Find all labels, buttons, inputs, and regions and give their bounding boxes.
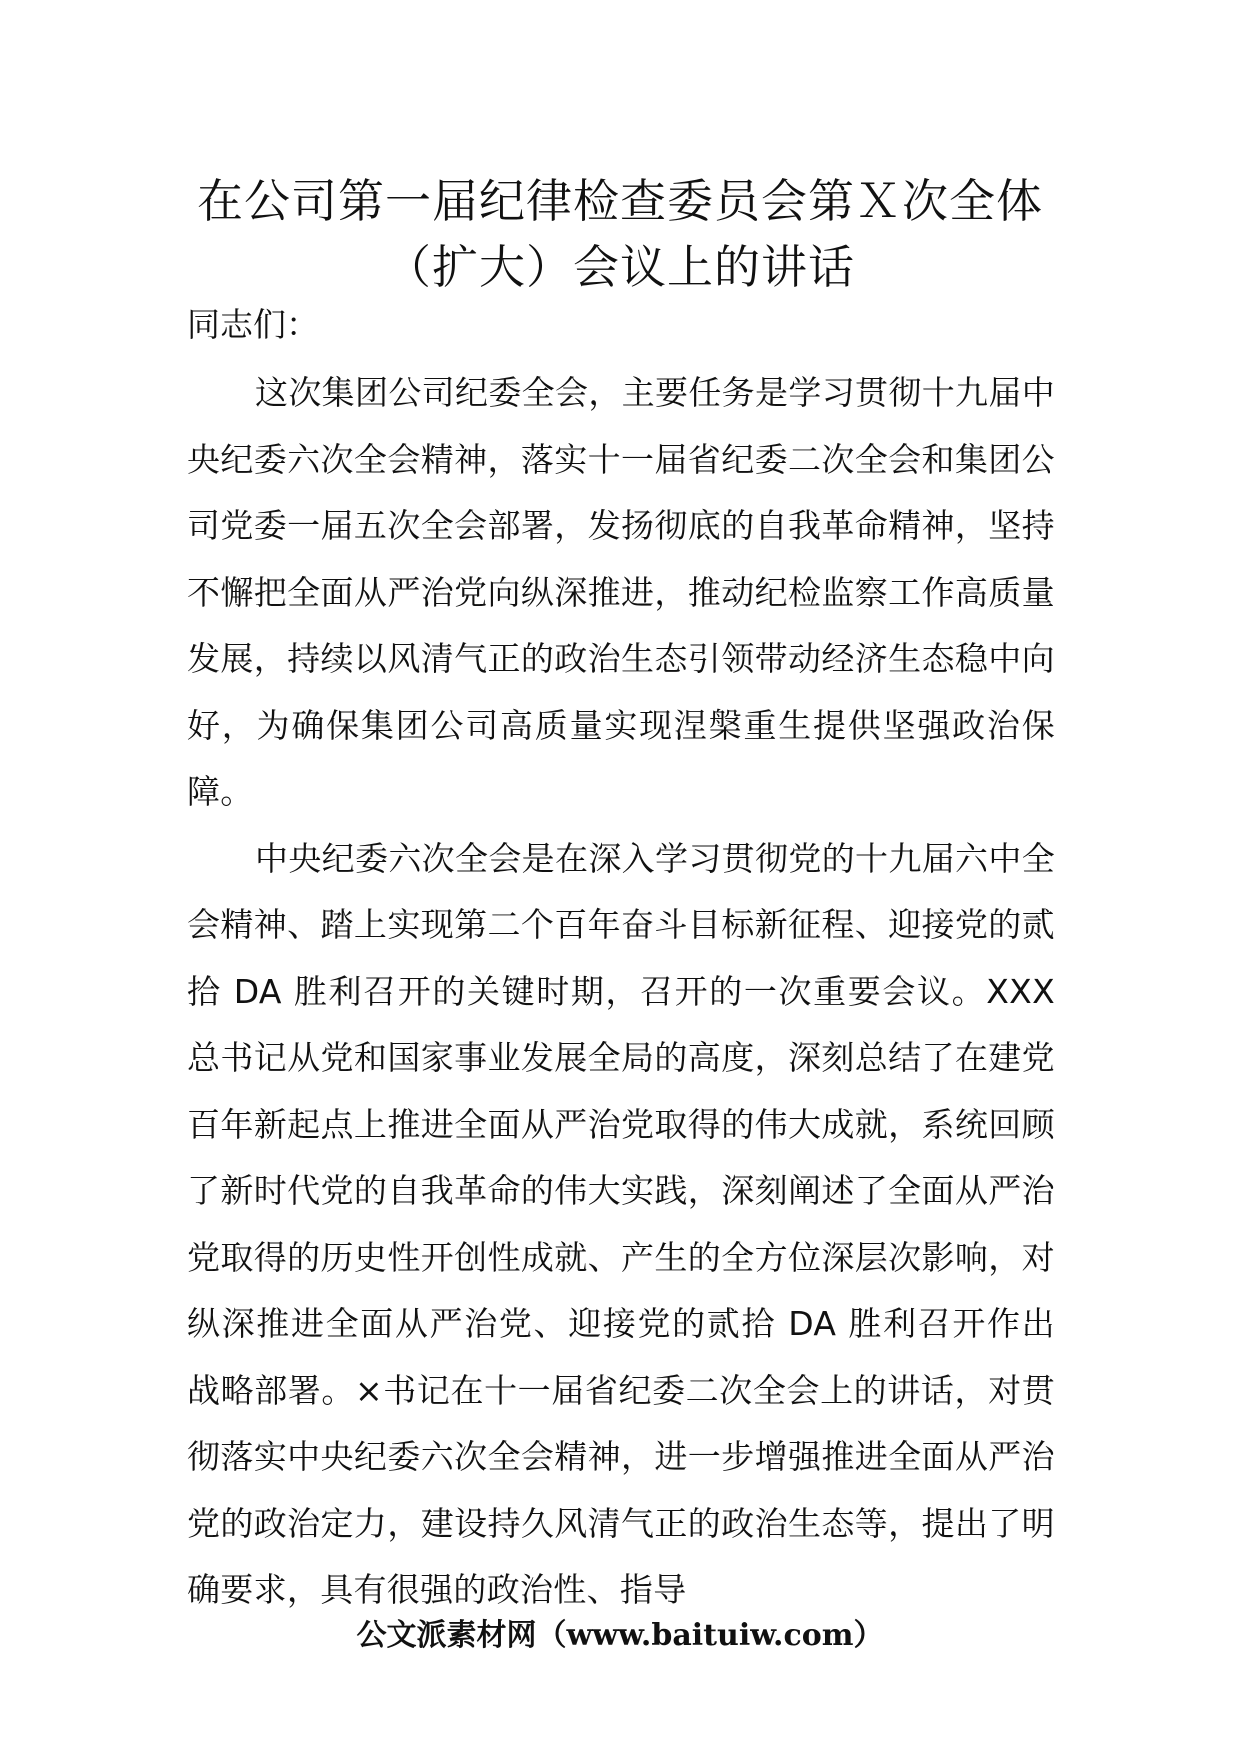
body-text	[187, 360, 1055, 1624]
paragraph-2: 中央纪委六次全会是在深入学习贯彻党的十九届六中全会精神、踏上实现第二个百年奋斗目标新征程、迎接党的贰拾 DA 胜利召开的关键时期，召开的一次重要会议。XXX 总书记从党和国家事业发展全局的高度，深刻总结了在建党百年新起点上推进全面从严治党取得的伟大成就，系统回顾了新时代党的自我革命的伟大实践，深刻阐述了全面从严治党取得的历史性开创性成就、产生的全方位深层次影响，对纵深推进全面从严治党、迎接党的贰拾 DA 胜利召开作出战略部署。×书记在十一届省纪委二次全会上的讲话，对贯彻落实中央纪委六次全会精神，进一步增强推进全面从严治党的政治定力，建设持久风清气正的政治生态等，提出了明确要求，具有很强的政治性、指导	[187, 838, 1055, 1609]
paragraph-1: 这次集团公司纪委全会，主要任务是学习贯彻十九届中央纪委六次全会精神，落实十一届省纪委二次全会和集团公司党委一届五次全会部署，发扬彻底的自我革命精神，坚持不懈把全面从严治党向纵深推进，推动纪检监察工作高质量发展，持续以风清气正的政治生态引领带动经济生态稳中向好，为确保集团公司高质量实现涅槃重生提供坚强政治保障。	[187, 373, 1055, 811]
title-line-1: 在公司第一届纪律检查委员会第Ｘ次全体	[197, 174, 1043, 228]
footer-watermark: 公文派素材网（www.baituiw.com）	[356, 1618, 884, 1653]
title-line-2: （扩大）会议上的讲话	[385, 240, 855, 294]
salutation: 同志们：	[187, 305, 319, 344]
document-title	[150, 168, 1090, 300]
